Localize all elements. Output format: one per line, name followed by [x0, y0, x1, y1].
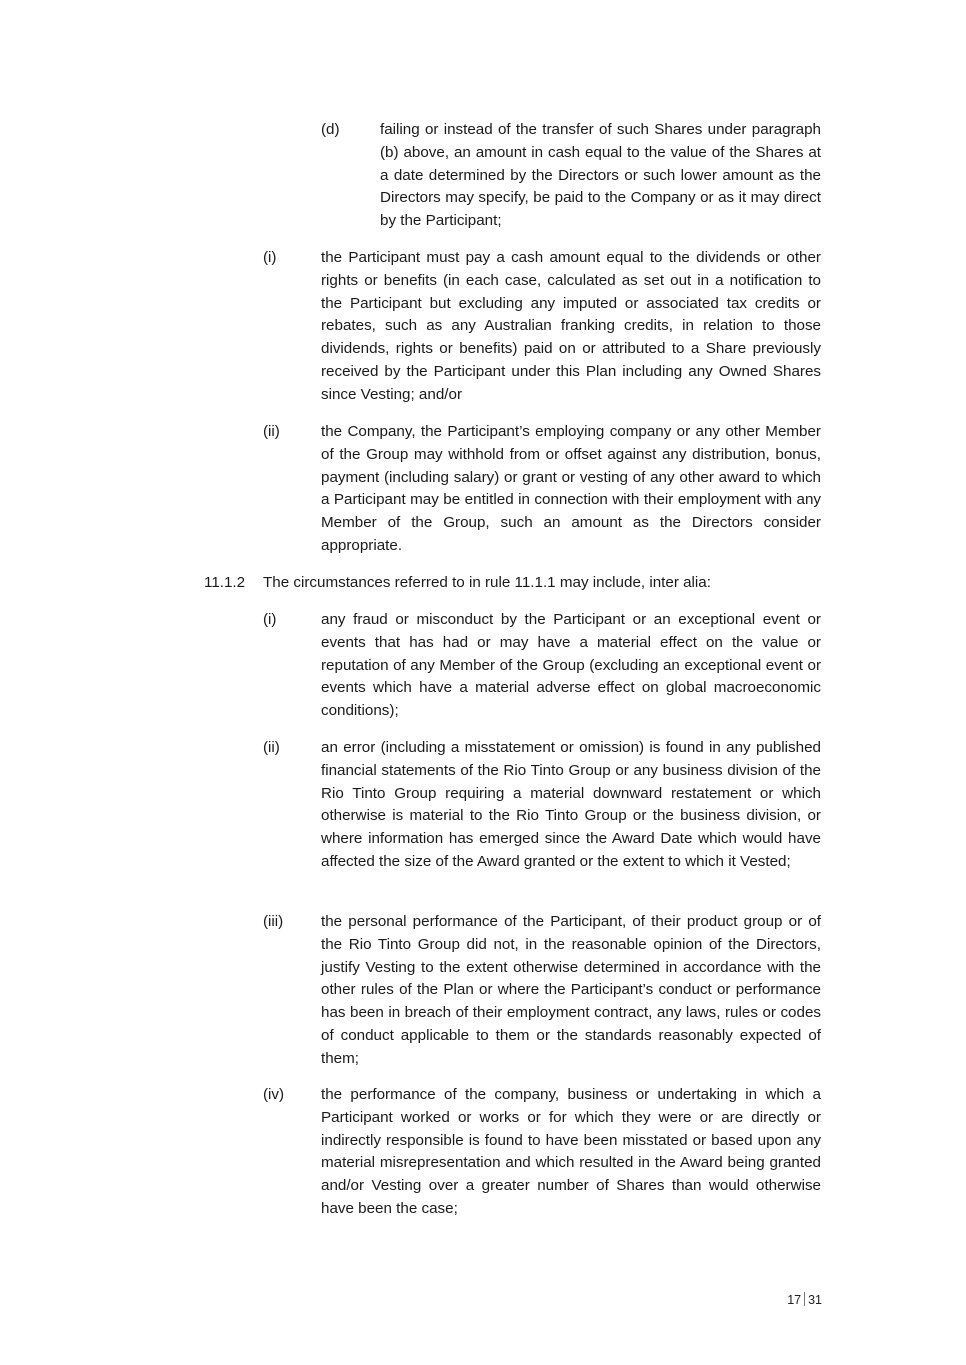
clause-text: any fraud or misconduct by the Participant or an exceptional event or events that has had or may have a material effect on the value or reputation of any Member of the Group (excluding an exceptional event or events which have a material adverse effect on global macroeconomic conditions);	[321, 611, 821, 720]
clause-text: the Company, the Participant’s employing company or any other Member of the Group may withhold from or offset against any distribution, bonus, payment (including salary) or grant or vesting of any other award to which a Participant may be entitled in connection with their employment with any Member of the Group, such an amount as the Directors consider appropriate.	[321, 423, 821, 554]
page-current: 17	[787, 1293, 802, 1307]
clause-label: (ii)	[263, 739, 280, 756]
rule-number: 11.1.2	[204, 574, 246, 591]
clause-text: the performance of the company, business or undertaking in which a Participant worked or works or for which they were or are directly or indirectly responsible is found to have been misstated or based upon any material misrepresentation and which resulted in the Award being granted and/or Vesting over a greater number of Shares than would otherwise have been the case;	[321, 1086, 821, 1217]
rule-11-1-2	[204, 572, 821, 595]
clause-11-1-2-ii	[263, 737, 821, 897]
page-total: 31	[808, 1293, 822, 1307]
clause-label: (ii)	[263, 423, 280, 440]
rule-text: The circumstances referred to in rule 11.1.1 may include, inter alia:	[263, 574, 711, 591]
clause-11-1-1-i	[263, 247, 821, 407]
clause-label: (i)	[263, 611, 277, 628]
clause-11-1-1-ii	[263, 421, 821, 558]
clause-text: an error (including a misstatement or omission) is found in any published financial statements of the Rio Tinto Group or any business division of the Rio Tinto Group requiring a material downward restatement or which otherwise is material to the Rio Tinto Group or the business division, or where information has emerged since the Award Date which would have affected the size of the Award granted or the extent to which it Vested;	[321, 739, 821, 870]
clause-text: failing or instead of the transfer of such Shares under paragraph (b) above, an amount in cash equal to the value of the Shares at a date determined by the Directors or such lower amount as the Directors may specify, be paid to the Company or as it may direct by the Participant;	[380, 121, 821, 230]
clause-label: (i)	[263, 249, 277, 266]
page-separator	[804, 1292, 805, 1306]
clause-label: (d)	[321, 121, 340, 138]
clause-11-1-2-i	[263, 609, 821, 724]
page-number	[787, 1290, 822, 1310]
clause-11-1-2-iii	[263, 911, 821, 1071]
clause-text: the Participant must pay a cash amount equal to the dividends or other rights or benefits (in each case, calculated as set out in a notification to the Participant but excluding any imputed or associated tax credits or rebates, such as any Australian franking credits, in relation to those dividends, rights or benefits) paid on or attributed to a Share previously received by the Participant under this Plan including any Owned Shares since Vesting; and/or	[321, 249, 821, 403]
clause-label: (iv)	[263, 1086, 285, 1103]
clause-11-1-2-iv	[263, 1084, 821, 1221]
clause-d	[321, 119, 821, 234]
clause-label: (iii)	[263, 913, 284, 930]
clause-text: the personal performance of the Participant, of their product group or of the Rio Tinto Group did not, in the reasonable opinion of the Directors, justify Vesting to the extent otherwise determined in accordance with the other rules of the Plan or where the Participant’s conduct or performance has been in breach of their employment contract, any laws, rules or codes of conduct applicable to them or the standards reasonably expected of them;	[321, 913, 821, 1067]
